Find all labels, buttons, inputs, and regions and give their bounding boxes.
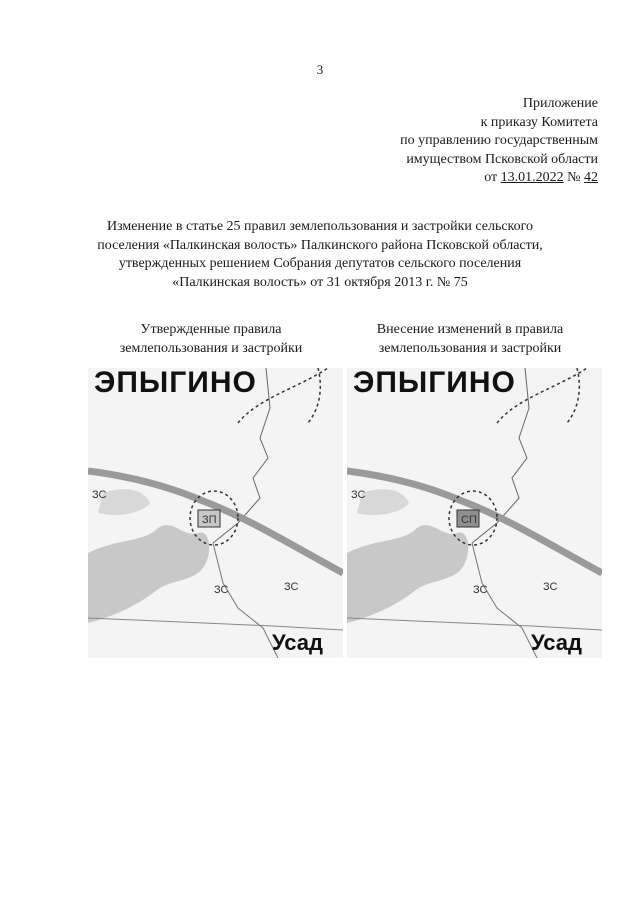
left-heading-line2: землепользования и застройки bbox=[119, 340, 303, 356]
right-heading-line1: Внесение изменений в правила bbox=[376, 322, 564, 337]
document-title bbox=[80, 218, 560, 292]
appendix-block bbox=[400, 95, 598, 188]
left-column-heading bbox=[91, 321, 331, 358]
map-after-zone-marked: СП bbox=[461, 514, 477, 526]
number-prefix: № bbox=[563, 170, 584, 185]
title-line3: утвержденных решением Собрания депутатов сельского поселения bbox=[118, 256, 522, 271]
map-before-zone-marked: ЗП bbox=[202, 514, 217, 526]
map-after-zone-a: ЗС bbox=[351, 489, 366, 501]
map-before bbox=[88, 368, 343, 658]
title-line2: поселения «Палкинская волость» Палкинского района Псковской области, bbox=[97, 237, 543, 253]
appendix-line4: имуществом Псковской области bbox=[406, 151, 598, 167]
right-heading-line2: землепользования и застройки bbox=[378, 340, 562, 356]
title-line1: Изменение в статье 25 правил землепользования и застройки сельского bbox=[106, 219, 534, 234]
page-number: 3 bbox=[316, 62, 324, 77]
map-after-village: ЭПЫГИНО bbox=[353, 368, 516, 399]
map-after-usad: Усад bbox=[531, 630, 583, 655]
left-heading-line1: Утвержденные правила bbox=[140, 322, 282, 337]
map-before-usad: Усад bbox=[272, 630, 324, 655]
map-before-svg bbox=[88, 368, 343, 658]
map-before-village: ЭПЫГИНО bbox=[94, 368, 257, 399]
map-after-svg bbox=[347, 368, 602, 658]
map-after-zone-c: ЗС bbox=[543, 581, 558, 593]
map-before-zone-c: ЗС bbox=[284, 581, 299, 593]
appendix-line2: к приказу Комитета bbox=[480, 114, 598, 130]
title-line4: «Палкинская волость» от 31 октября 2013 г. № 75 bbox=[172, 274, 468, 290]
appendix-line1: Приложение bbox=[522, 96, 598, 111]
map-before-zone-b: ЗС bbox=[214, 584, 229, 596]
appendix-line3: по управлению государственным bbox=[400, 133, 598, 148]
order-date: 13.01.2022 bbox=[500, 170, 564, 185]
order-number: 42 bbox=[584, 170, 598, 185]
right-column-heading bbox=[350, 321, 590, 358]
appendix-date-line bbox=[400, 169, 598, 188]
date-prefix: от bbox=[484, 170, 501, 185]
map-after-zone-b: ЗС bbox=[473, 584, 488, 596]
map-after bbox=[347, 368, 602, 658]
map-before-zone-a: ЗС bbox=[92, 489, 107, 501]
